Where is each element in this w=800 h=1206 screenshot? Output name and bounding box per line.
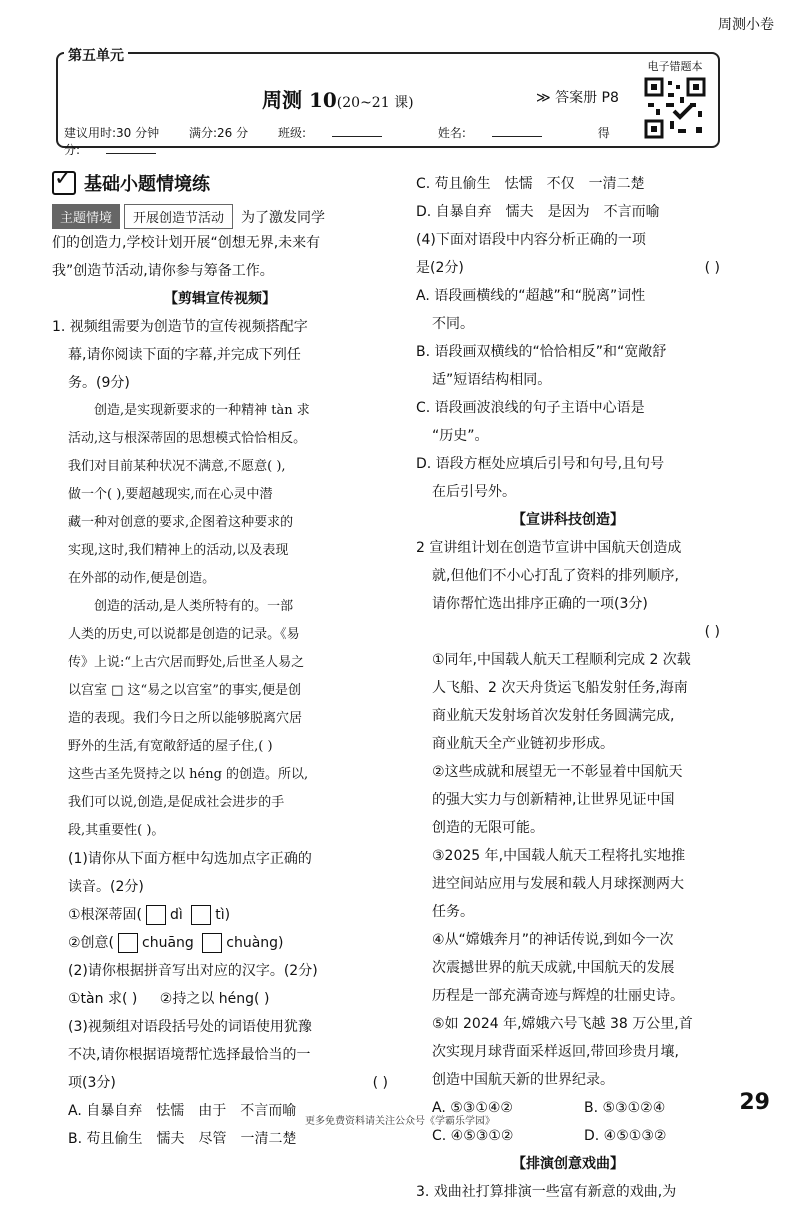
passage-line: 活动,这与根深蒂固的思想模式恰恰相反。	[68, 431, 307, 446]
passage-line: 在外部的动作,便是创造。	[68, 571, 216, 586]
section-title: ✓ 基础小题情境练	[52, 170, 388, 196]
passage-line: 野外的生活,有宽敞舒适的屋子住,( )	[68, 739, 273, 754]
item-line: 历程是一部充满奇迹与辉煌的壮丽史诗。	[432, 988, 684, 1004]
item-line: 任务。	[432, 904, 474, 920]
choice-box-chuang1[interactable]	[118, 933, 138, 953]
passage-line: 以宫室 □ 这“易之以宫室”的事实,便是创	[68, 683, 301, 698]
option-line[interactable]: B. 苟且偷生 懦夫 尽管 一清二楚	[68, 1131, 297, 1147]
title-main: 周测 10	[262, 88, 337, 112]
theme-tag: 主题情境	[52, 204, 120, 229]
sub1-option-a: ①根深蒂固( dì tì)	[68, 907, 231, 923]
q2-line-2: 请你帮忙选出排序正确的一项(3分)	[432, 596, 648, 612]
option-line-cont: “历史”。	[432, 428, 489, 444]
passage-line: 藏一种对创意的要求,企图着这种要求的	[68, 515, 294, 530]
passage-line: 我们可以说,创造,是促成社会进步的手	[68, 795, 285, 810]
header-series-label: 周测小卷	[718, 17, 774, 33]
answer-paren[interactable]: ( )	[704, 260, 720, 276]
sub-heading-science: 【宣讲科技创造】	[512, 512, 624, 528]
item-line: 商业航天全产业链初步形成。	[432, 736, 614, 752]
item-line: 进空间站应用与发展和载人月球探测两大	[432, 876, 684, 892]
option-line-cont: 在后引号外。	[432, 484, 516, 500]
item-line: 次实现月球背面采样返回,带回珍贵月壤,	[432, 1044, 679, 1060]
unit-label: 第五单元	[64, 45, 128, 65]
item-line: ②这些成就和展望无一不彰显着中国航天	[432, 764, 683, 780]
sub1-line-1: 读音。(2分)	[68, 879, 144, 895]
choice-box-chuang4[interactable]	[202, 933, 222, 953]
sub-heading-opera: 【排演创意戏曲】	[512, 1156, 624, 1172]
item-line: 创造中国航天新的世界纪录。	[432, 1072, 614, 1088]
option-line[interactable]: B. 语段画双横线的“恰恰相反”和“宽敞舒	[416, 344, 667, 360]
passage-line: 创造的活动,是人类所特有的。一部	[94, 599, 294, 614]
intro-line-0: 为了激发同学	[241, 209, 326, 226]
q1-line-1: 幕,请你阅读下面的字幕,并完成下列任	[68, 347, 301, 363]
option-d[interactable]: D. ④⑤①③②	[584, 1128, 667, 1144]
sub2-line: (2)请你根据拼音写出对应的汉字。(2分)	[68, 963, 318, 979]
sub1-line-0: (1)请你从下面方框中勾选加点字正确的	[68, 851, 312, 867]
q2-items	[416, 646, 720, 1150]
passage-line: 传》上说:“上古穴居而野处,后世圣人易之	[68, 655, 305, 670]
sub3-line-2: 项(3分) ( )	[68, 1069, 388, 1097]
item-line: 人飞船、2 次天舟货运飞船发射任务,海南	[432, 680, 688, 696]
passage-line: 创造,是实现新要求的一种精神 tàn 求	[94, 403, 310, 418]
score-field[interactable]: 得分:	[64, 126, 610, 157]
passage-line: 做一个( ),要超越现实,而在心灵中潜	[68, 487, 273, 502]
choice-box-di[interactable]	[146, 905, 166, 925]
sub3-line-1: 不决,请你根据语境帮忙选择最恰当的一	[68, 1047, 311, 1063]
item-line: 创造的无限可能。	[432, 820, 544, 836]
option-b[interactable]: B. ⑤③①②④	[584, 1100, 666, 1116]
intro-line-1: 们的创造力,学校计划开展“创想无界,未来有	[52, 235, 321, 251]
q2-line-0: 2 宣讲组计划在创造节宣讲中国航天创造成	[416, 540, 682, 556]
sub4-line-1: 是(2分) ( )	[416, 254, 720, 282]
answer-paren[interactable]: ( )	[372, 1075, 388, 1091]
sub2-answers	[68, 985, 388, 1013]
item-line: ①同年,中国载人航天工程顺利完成 2 次载	[432, 652, 691, 668]
item-line: ③2025 年,中国载人航天工程将扎实地推	[432, 848, 686, 864]
passage-line: 段,其重要性( )。	[68, 823, 165, 838]
qr-code-icon[interactable]	[644, 77, 706, 139]
name-field[interactable]: 姓名:	[438, 126, 568, 140]
option-line-cont: 不同。	[432, 316, 474, 332]
choice-box-ti[interactable]	[191, 905, 211, 925]
option-line[interactable]: C. 语段画波浪线的句子主语中心语是	[416, 400, 645, 416]
item-line: 次震撼世界的航天成就,中国航天的发展	[432, 960, 675, 976]
option-a[interactable]: A. ⑤③①④②	[432, 1100, 513, 1116]
answer-paren[interactable]: ( )	[704, 624, 720, 640]
passage-line: 造的表现。我们今日之所以能够脱离穴居	[68, 711, 303, 726]
title-sub: (20~21 课)	[336, 95, 414, 111]
qr-label: 电子错题本	[647, 60, 703, 73]
checkbox-icon	[52, 171, 76, 195]
passage-line: 这些古圣先贤持之以 héng 的创造。所以,	[68, 767, 309, 782]
sub1-option-b: ②创意( chuāng chuàng)	[68, 935, 284, 951]
qr-block[interactable]	[634, 58, 716, 142]
class-field[interactable]: 班级:	[278, 126, 408, 140]
answer-reference: ≫ 答案册 P8	[536, 90, 619, 106]
q3-line-0: 3. 戏曲社打算排演一些富有新意的戏曲,为	[416, 1184, 677, 1200]
item-line: 商业航天发射场首次发射任务圆满完成,	[432, 708, 675, 724]
passage	[52, 397, 388, 845]
passage-line: 人类的历史,可以说都是创造的记录。《易	[68, 627, 300, 642]
sub4-line-0: (4)下面对语段中内容分析正确的一项	[416, 232, 646, 248]
theme-activity-tag: 开展创造节活动	[124, 204, 233, 229]
item-line: 的强大实力与创新精神,让世界见证中国	[432, 792, 675, 808]
right-column	[416, 170, 720, 1206]
option-line[interactable]: C. 苟且偷生 怯懦 不仅 一清二楚	[416, 176, 645, 192]
footer-note: 更多免费资料请关注公众号《学霸乐学园》	[305, 1116, 495, 1127]
full-score: 满分:26 分	[188, 126, 249, 140]
option-line[interactable]: A. 语段画横线的“超越”和“脱离”词性	[416, 288, 646, 304]
option-line[interactable]: D. 语段方框处应填后引号和句号,且句号	[416, 456, 665, 472]
left-column	[52, 170, 388, 1153]
option-c[interactable]: C. ④⑤③①②	[432, 1128, 514, 1144]
sub3-line-0: (3)视频组对语段括号处的词语使用犹豫	[68, 1019, 312, 1035]
meta-row	[64, 124, 624, 158]
q1-line-2: 务。(9分)	[68, 375, 130, 391]
item-line: ⑤如 2024 年,嫦娥六号飞越 38 万公里,首	[432, 1016, 693, 1032]
q2-line-1: 就,但他们不小心打乱了资料的排列顺序,	[432, 568, 679, 584]
passage-line: 我们对目前某种状况不满意,不愿意( ),	[68, 459, 286, 474]
option-line-cont: 适”短语结构相同。	[432, 372, 552, 388]
page-title	[262, 84, 414, 113]
sub2-answer-a[interactable]: ①tàn 求( )	[68, 991, 138, 1007]
page-number: 29	[739, 1090, 770, 1115]
theme-row	[52, 204, 388, 229]
passage-line: 实现,这时,我们精神上的活动,以及表现	[68, 543, 289, 558]
intro-line-2: 我”创造节活动,请你参与筹备工作。	[52, 263, 274, 279]
q1-line-0: 1. 视频组需要为创造节的宣传视频搭配字	[52, 319, 308, 335]
suggested-time: 建议用时:30 分钟	[64, 126, 160, 140]
sub-heading-video: 【剪辑宣传视频】	[164, 291, 276, 307]
option-line[interactable]: A. 自暴自弃 怯懦 由于 不言而喻	[68, 1103, 297, 1119]
option-line[interactable]: D. 自暴自弃 懦夫 是因为 不言而喻	[416, 204, 660, 220]
item-line: ④从“嫦娥奔月”的神话传说,到如今一次	[432, 932, 674, 948]
sub2-answer-b[interactable]: ②持之以 héng( )	[159, 991, 270, 1007]
